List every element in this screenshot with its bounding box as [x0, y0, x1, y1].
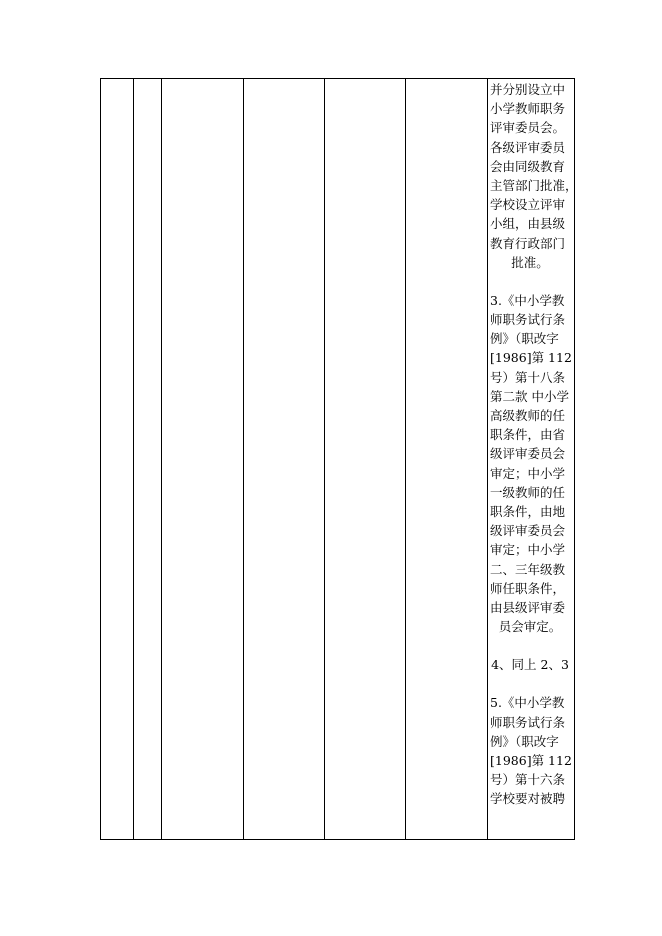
- text-line: 级评审委员会: [490, 523, 566, 539]
- table-cell-3: [162, 79, 244, 840]
- text-line: 4、同上 2、3: [491, 657, 569, 673]
- text-line: 教育行政部门: [490, 235, 566, 251]
- text-line: 师职务试行条: [490, 714, 566, 730]
- table-cell-1: [101, 79, 134, 840]
- table-cell-2: [134, 79, 162, 840]
- text-line: 批准。: [511, 254, 549, 270]
- table-cell-5: [325, 79, 406, 840]
- policy-table: [100, 78, 578, 840]
- text-line: [1986]第 112: [490, 753, 572, 768]
- text-line: 二、三年级教: [490, 561, 566, 577]
- paragraph-1: [490, 80, 578, 272]
- text-line: 各级评审委员: [490, 139, 566, 155]
- text-line: 会由同级教育: [490, 158, 566, 174]
- text-line: 评审委员会。: [490, 120, 566, 136]
- text-line: 级评审委员会: [490, 446, 566, 462]
- basis-text-cell: [488, 79, 578, 840]
- text-line: 主管部门批准，: [490, 177, 578, 193]
- text-line: 员会审定。: [498, 619, 562, 635]
- text-line: 学校设立评审: [490, 197, 566, 213]
- text-line: 号）第十六条: [490, 772, 566, 788]
- paragraph-5: [490, 693, 574, 808]
- table-cell-6: [406, 79, 488, 840]
- text-line: [1986]第 112: [490, 350, 572, 366]
- text-line: 师任职条件，: [490, 580, 566, 596]
- text-line: 3.《中小学教: [490, 292, 565, 308]
- basis-text: [488, 79, 578, 809]
- text-line: 由县级评审委: [490, 599, 566, 615]
- paragraph-3: [490, 291, 574, 636]
- text-line: 并分别设立中: [490, 82, 566, 97]
- text-line: 一级教师的任: [490, 484, 566, 500]
- table-cell-4: [244, 79, 325, 840]
- text-line: 高级教师的任: [490, 408, 566, 423]
- text-line: 号）第十八条: [490, 369, 566, 385]
- text-line: 第二款 中小学: [490, 388, 569, 404]
- text-line: 师职务试行条: [490, 312, 566, 328]
- text-line: 5.《中小学教: [490, 695, 565, 711]
- text-line: 小组，由县级: [490, 216, 566, 232]
- text-line: 职条件，由地: [490, 503, 566, 519]
- text-line: 例》（职改字: [490, 733, 559, 749]
- text-line: 职条件，由省: [490, 427, 566, 443]
- text-line: 审定；中小学: [490, 465, 566, 481]
- text-line: 审定；中小学: [490, 542, 566, 558]
- table-row: [101, 79, 575, 840]
- text-line: 例》（职改字: [490, 331, 559, 347]
- paragraph-4: [490, 655, 574, 674]
- text-line: 学校要对被聘: [490, 791, 566, 807]
- text-line: 小学教师职务: [490, 101, 566, 117]
